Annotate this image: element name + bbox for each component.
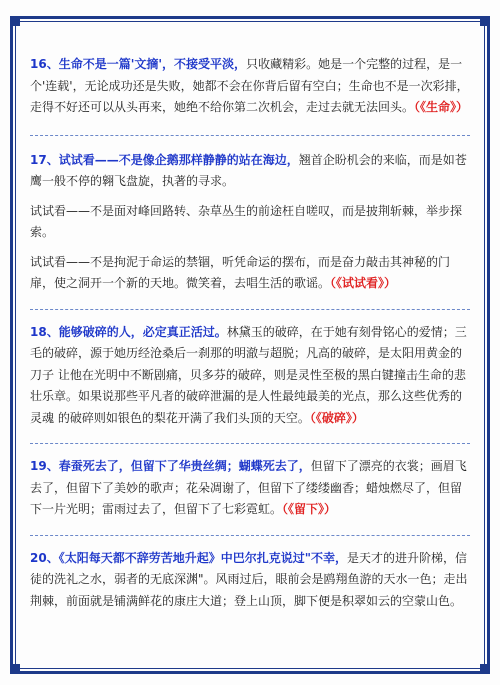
section-body: 只收藏精彩。她是一个完整的过程，是一个'连载'，无论成功还是失败，她都不会在你背后留有空白；生命也不是一次彩排，走得不好还可以从头再来，她绝不给你第二次机会，走过去就无法回头。	[30, 57, 469, 114]
section-divider	[30, 309, 470, 310]
section-number: 16、	[30, 57, 59, 71]
section-20	[30, 548, 470, 613]
section-title-tag: （《试试看》）	[330, 276, 397, 290]
section-17	[30, 150, 470, 193]
corner-ornament	[10, 664, 20, 674]
section-19	[30, 456, 470, 521]
section-lead: 生命不是一篇'文摘'，不接受平淡，	[58, 57, 247, 71]
section-number: 20、	[30, 550, 59, 565]
section-lead: 能够破碎的人，必定真正活过。	[58, 324, 227, 339]
section-divider	[30, 535, 470, 536]
section-body: 林黛玉的破碎，在于她有刻骨铭心的爱情；三毛的破碎，源于她历经沧桑后一刹那的明澈与超脱；凡高的破碎，是太阳用黄金的刀子 让他在光明中不断剧痛，贝多芬的破碎，则是灵性至极的黑白键撞击生命的悲壮乐章。如果说那些平凡者的破碎泄漏的是人性最纯最美的光点，那么这些优秀的灵魂 的破碎则如银色的梨花开满了我们头顶的天空。	[30, 324, 467, 425]
section-18	[30, 322, 470, 430]
section-number: 18、	[30, 324, 59, 339]
section-body: 翘首企盼机会的来临，而是如苍鹰一般不停的翱飞盘旋，执著的寻求。	[30, 152, 467, 188]
section-number: 19、	[30, 459, 59, 473]
section-number: 17、	[30, 152, 59, 167]
corner-ornament	[480, 664, 490, 674]
section-divider	[30, 135, 470, 136]
section-16	[30, 54, 470, 119]
section-title-tag: （《破碎》）	[309, 410, 364, 425]
corner-ornament	[10, 16, 20, 26]
section-body: 试试看——不是拘泥于命运的禁锢，听凭命运的摆布，而是奋力敲击其神秘的门扉，使之洞开一个新的天地。微笑着，去唱生活的歌谣。	[30, 254, 451, 290]
section-title-tag: （《生命》）	[414, 100, 469, 114]
content	[30, 54, 470, 612]
section-lead: 试试看——不是像企鹅那样静静的站在海边，	[58, 152, 299, 167]
section-body: 是天才的进升阶梯，信徒的洗礼之水，弱者的无底深渊"。风雨过后，眼前会是鸥翔鱼游的天水一色；走出荆棘，前面就是铺满鲜花的康庄大道；登上山顶，脚下便是积翠如云的空蒙山色。	[30, 550, 468, 608]
section-17-para-3	[30, 252, 470, 295]
section-body: 但留下了漂亮的衣裳；画眉飞去了，但留下了美妙的歌声；花朵凋谢了，但留下了缕缕幽香；蜡烛燃尽了，但留下一片光明；雷雨过去了，但留下了七彩霓虹。	[30, 459, 467, 516]
section-lead: 《太阳每天都不辞劳苦地升起》中巴尔扎克说过"不幸，	[58, 550, 347, 565]
corner-ornament	[480, 16, 490, 26]
section-lead: 春蚕死去了，但留下了华贵丝绸；蝴蝶死去了，	[58, 459, 311, 473]
section-17-para-2: 试试看——不是面对峰回路转、杂草丛生的前途枉自嗟叹，而是披荆斩棘，举步探索。	[30, 203, 463, 239]
section-title-tag: （《留下》）	[282, 502, 337, 516]
section-divider	[30, 443, 470, 444]
